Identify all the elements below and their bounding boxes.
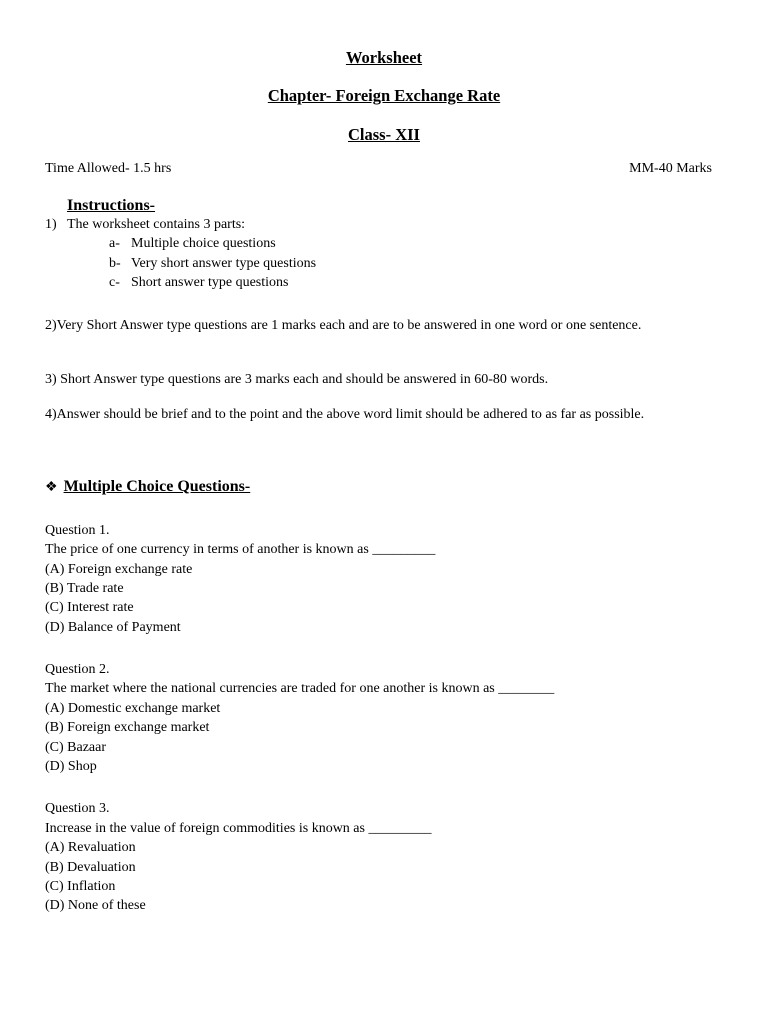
instruction-item-1-text: The worksheet contains 3 parts: — [67, 217, 246, 232]
instruction-item-4: 4)Answer should be brief and to the point and the above word limit should be adhered to as far as possible. — [45, 407, 645, 422]
instruction-part-c — [109, 273, 289, 293]
question-3-option-a: (A) Revaluation — [45, 840, 136, 855]
instruction-item-1 — [45, 215, 246, 235]
question-1-option-d: (D) Balance of Payment — [45, 620, 181, 635]
time-allowed: Time Allowed- 1.5 hrs — [45, 161, 172, 176]
question-2-option-a: (A) Domestic exchange market — [45, 701, 221, 716]
question-3-text: Increase in the value of foreign commodities is known as _________ — [45, 821, 432, 836]
instruction-item-1-number: 1) — [45, 217, 57, 232]
question-3-number: Question 3. — [45, 801, 110, 816]
class-title: Class- XII — [348, 125, 420, 144]
question-2-number: Question 2. — [45, 662, 110, 677]
question-1-text: The price of one currency in terms of another is known as _________ — [45, 542, 436, 557]
question-3-option-c: (C) Inflation — [45, 879, 116, 894]
mcq-heading: Multiple Choice Questions- — [63, 478, 251, 495]
part-letter: a- — [109, 236, 120, 251]
instructions-heading: Instructions- — [67, 197, 156, 214]
question-1-number: Question 1. — [45, 523, 110, 538]
question-3-option-d: (D) None of these — [45, 898, 146, 913]
part-text: Very short answer type questions — [131, 256, 317, 271]
part-letter: b- — [109, 256, 121, 271]
question-1-option-b: (B) Trade rate — [45, 581, 124, 596]
question-3-option-b: (B) Devaluation — [45, 860, 136, 875]
question-2-option-b: (B) Foreign exchange market — [45, 720, 210, 735]
question-2-option-d: (D) Shop — [45, 759, 97, 774]
chapter-title: Chapter- Foreign Exchange Rate — [267, 86, 501, 105]
part-text: Multiple choice questions — [131, 236, 276, 251]
question-1-option-a: (A) Foreign exchange rate — [45, 562, 193, 577]
mcq-heading-row — [45, 477, 250, 498]
page-title: Worksheet — [345, 48, 423, 67]
instruction-item-3: 3) Short Answer type questions are 3 marks each and should be answered in 60-80 words. — [45, 372, 549, 387]
part-letter: c- — [109, 275, 120, 290]
question-1-option-c: (C) Interest rate — [45, 600, 134, 615]
question-2-option-c: (C) Bazaar — [45, 740, 107, 755]
instruction-part-b — [109, 254, 317, 274]
instruction-item-2: 2)Very Short Answer type questions are 1 marks each and are to be answered in one word or one sentence. — [45, 318, 642, 333]
max-marks: MM-40 Marks — [629, 161, 712, 176]
diamond-bullet-icon: ❖ — [45, 480, 58, 495]
instruction-part-a — [109, 234, 276, 254]
meta-row — [45, 159, 712, 179]
question-2-text: The market where the national currencies are traded for one another is known as ________ — [45, 681, 555, 696]
part-text: Short answer type questions — [131, 275, 289, 290]
